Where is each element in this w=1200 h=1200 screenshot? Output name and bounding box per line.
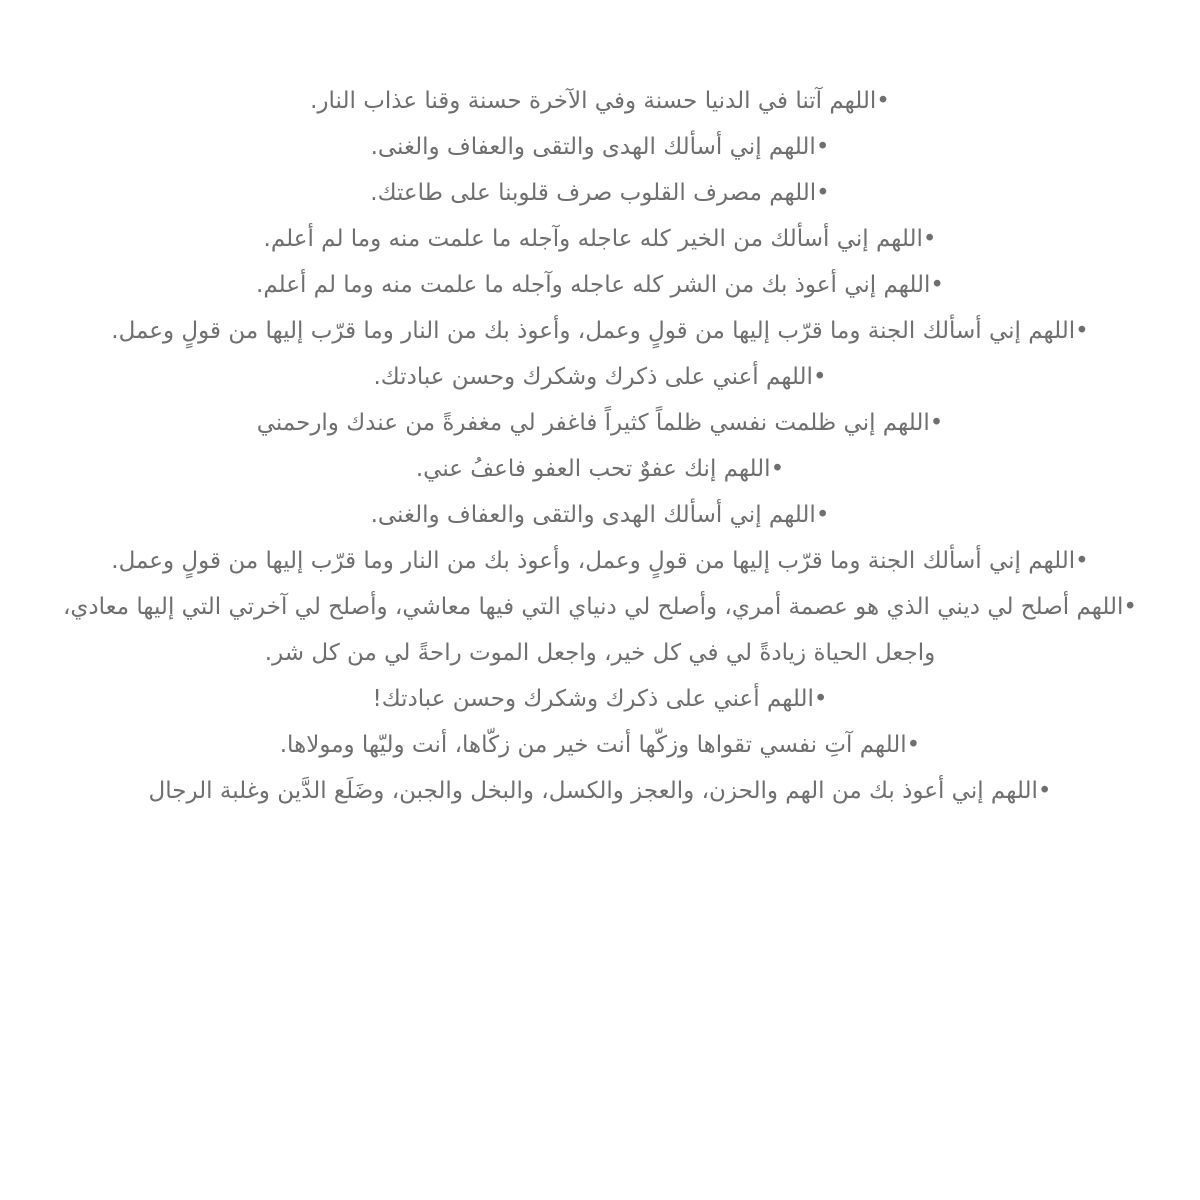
dua-line bbox=[40, 170, 1160, 216]
dua-line bbox=[40, 676, 1160, 722]
bullet-icon: • bbox=[922, 226, 937, 252]
dua-line bbox=[40, 124, 1160, 170]
dua-text: اللهم إني أسألك الجنة وما قرّب إليها من قولٍ وعمل، وأعوذ بك من النار وما قرّب إليها من قولٍ وعمل. bbox=[111, 548, 1076, 574]
dua-text: اللهم إنك عفوٌ تحب العفو فاعفُ عني. bbox=[415, 456, 771, 482]
dua-text: اللهم أعني على ذكرك وشكرك وحسن عبادتك! bbox=[372, 686, 814, 712]
bullet-icon: • bbox=[1075, 548, 1089, 574]
bullet-icon: • bbox=[906, 732, 921, 758]
dua-text: اللهم أصلح لي ديني الذي هو عصمة أمري، وأصلح لي دنياي التي فيها معاشي، وأصلح لي آخرتي التي إليها معادي، bbox=[62, 594, 1124, 620]
dua-text: اللهم مصرف القلوب صرف قلوبنا على طاعتك. bbox=[370, 180, 817, 206]
dua-line bbox=[40, 354, 1160, 400]
dua-line bbox=[40, 768, 1160, 814]
dua-text: اللهم إني أسألك من الخير كله عاجله وآجله ما علمت منه وما لم أعلم. bbox=[263, 226, 923, 252]
bullet-icon: • bbox=[876, 88, 890, 114]
dua-text: اللهم إني ظلمت نفسي ظلماً كثيراً فاغفر لي مغفرةً من عندك وارحمني bbox=[256, 410, 930, 436]
dua-line bbox=[40, 400, 1160, 446]
dua-line bbox=[40, 216, 1160, 262]
dua-text: اللهم آتنا في الدنيا حسنة وفي الآخرة حسنة وقنا عذاب النار. bbox=[310, 88, 877, 114]
bullet-icon: • bbox=[1075, 318, 1089, 344]
dua-line bbox=[40, 262, 1160, 308]
bullet-icon: • bbox=[815, 502, 830, 528]
dua-line bbox=[40, 492, 1160, 538]
bullet-icon: • bbox=[929, 410, 944, 436]
dua-line bbox=[40, 584, 1160, 630]
dua-text: اللهم إني أعوذ بك من الهم والحزن، والعجز والكسل، والبخل والجبن، وضَلَع الدَّين وغلبة الرجال bbox=[148, 778, 1038, 804]
dua-text: اللهم إني أعوذ بك من الشر كله عاجله وآجله ما علمت منه وما لم أعلم. bbox=[256, 272, 931, 298]
dua-text: اللهم آتِ نفسي تقواها وزكّها أنت خير من زكّاها، أنت وليّها ومولاها. bbox=[279, 732, 907, 758]
dua-text: اللهم أعني على ذكرك وشكرك وحسن عبادتك. bbox=[373, 364, 813, 390]
bullet-icon: • bbox=[815, 134, 830, 160]
dua-list bbox=[40, 78, 1160, 814]
bullet-icon: • bbox=[770, 456, 785, 482]
bullet-icon: • bbox=[930, 272, 944, 298]
dua-line bbox=[40, 446, 1160, 492]
dua-line bbox=[40, 538, 1160, 584]
dua-line-continuation bbox=[40, 630, 1160, 676]
bullet-icon: • bbox=[813, 686, 828, 712]
bullet-icon: • bbox=[812, 364, 827, 390]
dua-text: اللهم إني أسألك الهدى والتقى والعفاف والغنى. bbox=[370, 502, 816, 528]
dua-text: اللهم إني أسألك الجنة وما قرّب إليها من قولٍ وعمل، وأعوذ بك من النار وما قرّب إليها من قولٍ وعمل. bbox=[111, 318, 1076, 344]
dua-text: اللهم إني أسألك الهدى والتقى والعفاف والغنى. bbox=[370, 134, 816, 160]
bullet-icon: • bbox=[816, 180, 830, 206]
dua-text: واجعل الحياة زيادةً لي في كل خير، واجعل الموت راحةً لي من كل شر. bbox=[264, 640, 936, 666]
dua-line bbox=[40, 308, 1160, 354]
dua-line bbox=[40, 78, 1160, 124]
bullet-icon: • bbox=[1037, 778, 1052, 804]
dua-line bbox=[40, 722, 1160, 768]
bullet-icon: • bbox=[1123, 594, 1137, 620]
